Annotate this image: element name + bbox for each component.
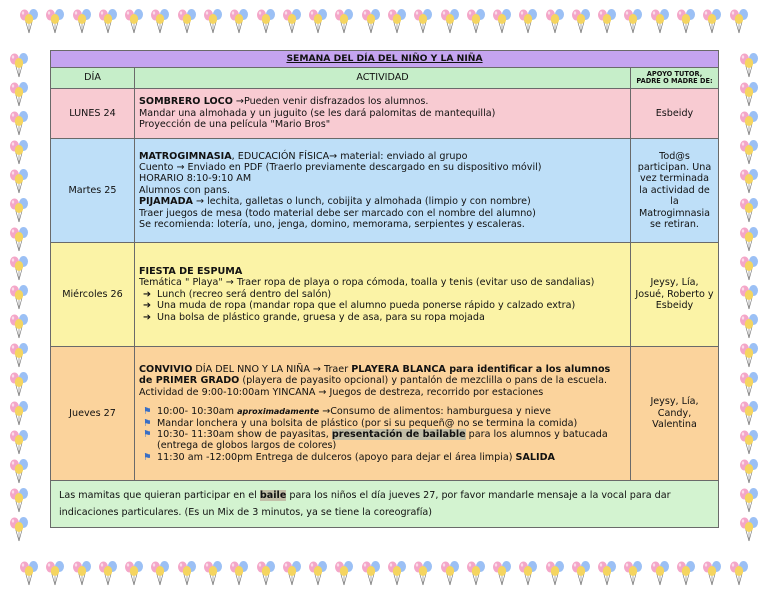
balloon-icon [738, 487, 760, 513]
balloon-icon [738, 110, 760, 136]
pin-bullet-icon: ⚑ [143, 406, 152, 418]
balloon-icon [307, 560, 329, 586]
balloon-icon [738, 516, 760, 542]
balloon-icon [360, 8, 382, 34]
day-martes: Martes 25 [51, 139, 135, 243]
list-item: ➔ Lunch (recreo será dentro del salón) [143, 288, 332, 300]
help-miercoles: Jeysy, Lía, Josué, Roberto y Esbeidy [631, 243, 719, 347]
balloon-border-left [4, 52, 34, 542]
balloon-icon [149, 560, 171, 586]
balloon-icon [701, 8, 723, 34]
balloon-icon [333, 8, 355, 34]
balloon-icon [360, 560, 382, 586]
balloon-icon [44, 560, 66, 586]
balloon-icon [18, 560, 40, 586]
activity-lunes: SOMBRERO LOCO →Pueden venir disfrazados los alumnos. Mandar una almohada y un juguito (se les dará palomitas de mantequilla) Proyección de una película "Mario Bros" [135, 89, 631, 139]
balloon-icon [8, 516, 30, 542]
balloon-icon [228, 560, 250, 586]
row-miercoles [51, 243, 719, 347]
balloon-icon [8, 255, 30, 281]
balloon-icon [738, 458, 760, 484]
help-lunes: Esbeidy [631, 89, 719, 139]
day-lunes: LUNES 24 [51, 89, 135, 139]
header-row [51, 68, 719, 89]
balloon-icon [8, 429, 30, 455]
balloon-icon [412, 560, 434, 586]
header-activity: ACTIVIDAD [135, 68, 631, 89]
row-jueves [51, 347, 719, 481]
balloon-icon [738, 81, 760, 107]
balloon-icon [8, 226, 30, 252]
day-miercoles: Miércoles 26 [51, 243, 135, 347]
balloon-icon [649, 8, 671, 34]
balloon-icon [71, 560, 93, 586]
balloon-border-right [734, 52, 764, 542]
balloon-icon [8, 458, 30, 484]
list-item: ⚑ 10:00- 10:30am aproximadamente →Consumo de alimentos: hamburguesa y nieve [143, 406, 551, 418]
balloon-icon [491, 560, 513, 586]
balloon-icon [8, 197, 30, 223]
row-lunes [51, 89, 719, 139]
pin-bullet-icon: ⚑ [143, 417, 152, 429]
balloon-icon [149, 8, 171, 34]
pin-bullet-icon: ⚑ [143, 428, 152, 440]
day-jueves: Jueves 27 [51, 347, 135, 481]
balloon-icon [738, 429, 760, 455]
list-item: ➔ Una muda de ropa (mandar ropa que el alumno pueda ponerse rápido y calzado extra) [143, 300, 576, 312]
balloon-icon [738, 168, 760, 194]
balloon-icon [738, 400, 760, 426]
list-item: ⚑ 11:30 am -12:00pm Entrega de dulceros (apoyo para dejar el área limpia) SALIDA [143, 451, 555, 463]
balloon-icon [307, 8, 329, 34]
balloon-icon [544, 8, 566, 34]
balloon-icon [728, 8, 750, 34]
arrow-bullet-icon: ➔ [143, 311, 152, 323]
balloon-icon [123, 8, 145, 34]
balloon-icon [544, 560, 566, 586]
balloon-icon [176, 560, 198, 586]
balloon-icon [8, 110, 30, 136]
balloon-icon [8, 284, 30, 310]
document-title: SEMANA DEL DÍA DEL NIÑO Y LA NIÑA [51, 51, 719, 68]
balloon-icon [97, 8, 119, 34]
balloon-icon [18, 8, 40, 34]
balloon-icon [465, 560, 487, 586]
balloon-icon [738, 342, 760, 368]
balloon-icon [255, 560, 277, 586]
balloon-icon [8, 400, 30, 426]
balloon-icon [8, 52, 30, 78]
balloon-icon [738, 197, 760, 223]
balloon-border-bottom [18, 556, 750, 590]
balloon-icon [738, 313, 760, 339]
row-note [51, 481, 719, 528]
help-martes: Tod@s participan. Una vez terminada la actividad de la Matrogimnasia se retiran. [631, 139, 719, 243]
balloon-icon [570, 560, 592, 586]
activity-jueves: CONVIVIO DÍA DEL NNO Y LA NIÑA → Traer PLAYERA BLANCA para identificar a los alumnos de PRIMER GRADO (playera de payasito opcional) y pantalón de mezclilla o pans de la escuela. Actividad de 9:00-10:00am YINCANA → Juegos de destreza, recorrido por estaciones ⚑ 10:00- 10:30am aproximadamente →Consumo de alimentos: hamburguesa y nieve ⚑ Mandar lonchera y una bolsita de plástico (por si su pequeñ@ no se termina la comida) ⚑ 10:30- 11:30am show de payasitas, presentación de bailable para los alumnos y batucada (entrega de globos largos de colores) ⚑ 11:30 am -12:00pm Entrega de dulceros (apoyo para dejar el área limpia) SALIDA [135, 347, 631, 481]
balloon-icon [728, 560, 750, 586]
balloon-icon [202, 560, 224, 586]
header-help: APOYO TUTOR, PADRE O MADRE DE: [631, 68, 719, 89]
list-item: ⚑ Mandar lonchera y una bolsita de plástico (por si su pequeñ@ no se termina la comida) [143, 417, 578, 429]
balloon-icon [570, 8, 592, 34]
balloon-icon [738, 226, 760, 252]
balloon-icon [439, 560, 461, 586]
help-jueves: Jeysy, Lía, Candy, Valentina [631, 347, 719, 481]
balloon-icon [123, 560, 145, 586]
pin-bullet-icon: ⚑ [143, 451, 152, 463]
balloon-icon [738, 371, 760, 397]
arrow-bullet-icon: ➔ [143, 288, 152, 300]
balloon-icon [738, 139, 760, 165]
balloon-icon [465, 8, 487, 34]
balloon-icon [8, 371, 30, 397]
balloon-icon [412, 8, 434, 34]
balloon-icon [71, 8, 93, 34]
header-day: DÍA [51, 68, 135, 89]
balloon-icon [596, 560, 618, 586]
balloon-icon [44, 8, 66, 34]
balloon-icon [622, 560, 644, 586]
balloon-icon [517, 8, 539, 34]
balloon-icon [8, 313, 30, 339]
balloon-border-top [18, 4, 750, 38]
balloon-icon [675, 560, 697, 586]
balloon-icon [738, 52, 760, 78]
balloon-icon [439, 8, 461, 34]
balloon-icon [281, 560, 303, 586]
balloon-icon [491, 8, 513, 34]
arrow-bullet-icon: ➔ [143, 300, 152, 312]
list-item: ⚑ 10:30- 11:30am show de payasitas, presentación de bailable para los alumnos y batucada (entrega de globos largos de colores) [143, 428, 608, 452]
balloon-icon [228, 8, 250, 34]
balloon-icon [701, 560, 723, 586]
schedule-table [50, 50, 719, 528]
note-text: Las mamitas que quieran participar en el baile para los niños el día jueves 27, por favor mandarle mensaje a la vocal para dar indicaciones particulares. (Es un Mix de 3 minutos, ya se tiene la coreografía) [51, 481, 719, 528]
balloon-icon [386, 8, 408, 34]
balloon-icon [8, 139, 30, 165]
balloon-icon [386, 560, 408, 586]
balloon-icon [596, 8, 618, 34]
balloon-icon [281, 8, 303, 34]
balloon-icon [738, 255, 760, 281]
balloon-icon [738, 284, 760, 310]
balloon-icon [202, 8, 224, 34]
list-item: ➔ Una bolsa de plástico grande, gruesa y de asa, para su ropa mojada [143, 311, 485, 323]
balloon-icon [8, 487, 30, 513]
balloon-icon [675, 8, 697, 34]
balloon-icon [8, 168, 30, 194]
balloon-icon [8, 342, 30, 368]
balloon-icon [622, 8, 644, 34]
title-row [51, 51, 719, 68]
balloon-icon [649, 560, 671, 586]
balloon-icon [97, 560, 119, 586]
row-martes [51, 139, 719, 243]
activity-martes: MATROGIMNASIA, EDUCACIÓN FÍSICA→ material: enviado al grupo Cuento → Enviado en PDF (Traerlo previamente descargado en su dispositivo móvil) HORARIO 8:10-9:10 AM Alumnos con pans. PIJAMADA → lechita, galletas o lunch, cobijita y almohada (limpio y con nombre) Traer juegos de mesa (todo material debe ser marcado con el nombre del alumno) Se recomienda: lotería, uno, jenga, domino, memorama, serpientes y escaleras. [135, 139, 631, 243]
activity-miercoles: FIESTA DE ESPUMA Temática " Playa" → Traer ropa de playa o ropa cómoda, toalla y tenis (evitar uso de sandalias) ➔ Lunch (recreo será dentro del salón) ➔ Una muda de ropa (mandar ropa que el alumno pueda ponerse rápido y calzado extra) ➔ Una bolsa de plástico grande, gruesa y de asa, para su ropa mojada [135, 243, 631, 347]
balloon-icon [333, 560, 355, 586]
balloon-icon [517, 560, 539, 586]
balloon-icon [8, 81, 30, 107]
balloon-icon [255, 8, 277, 34]
balloon-icon [176, 8, 198, 34]
